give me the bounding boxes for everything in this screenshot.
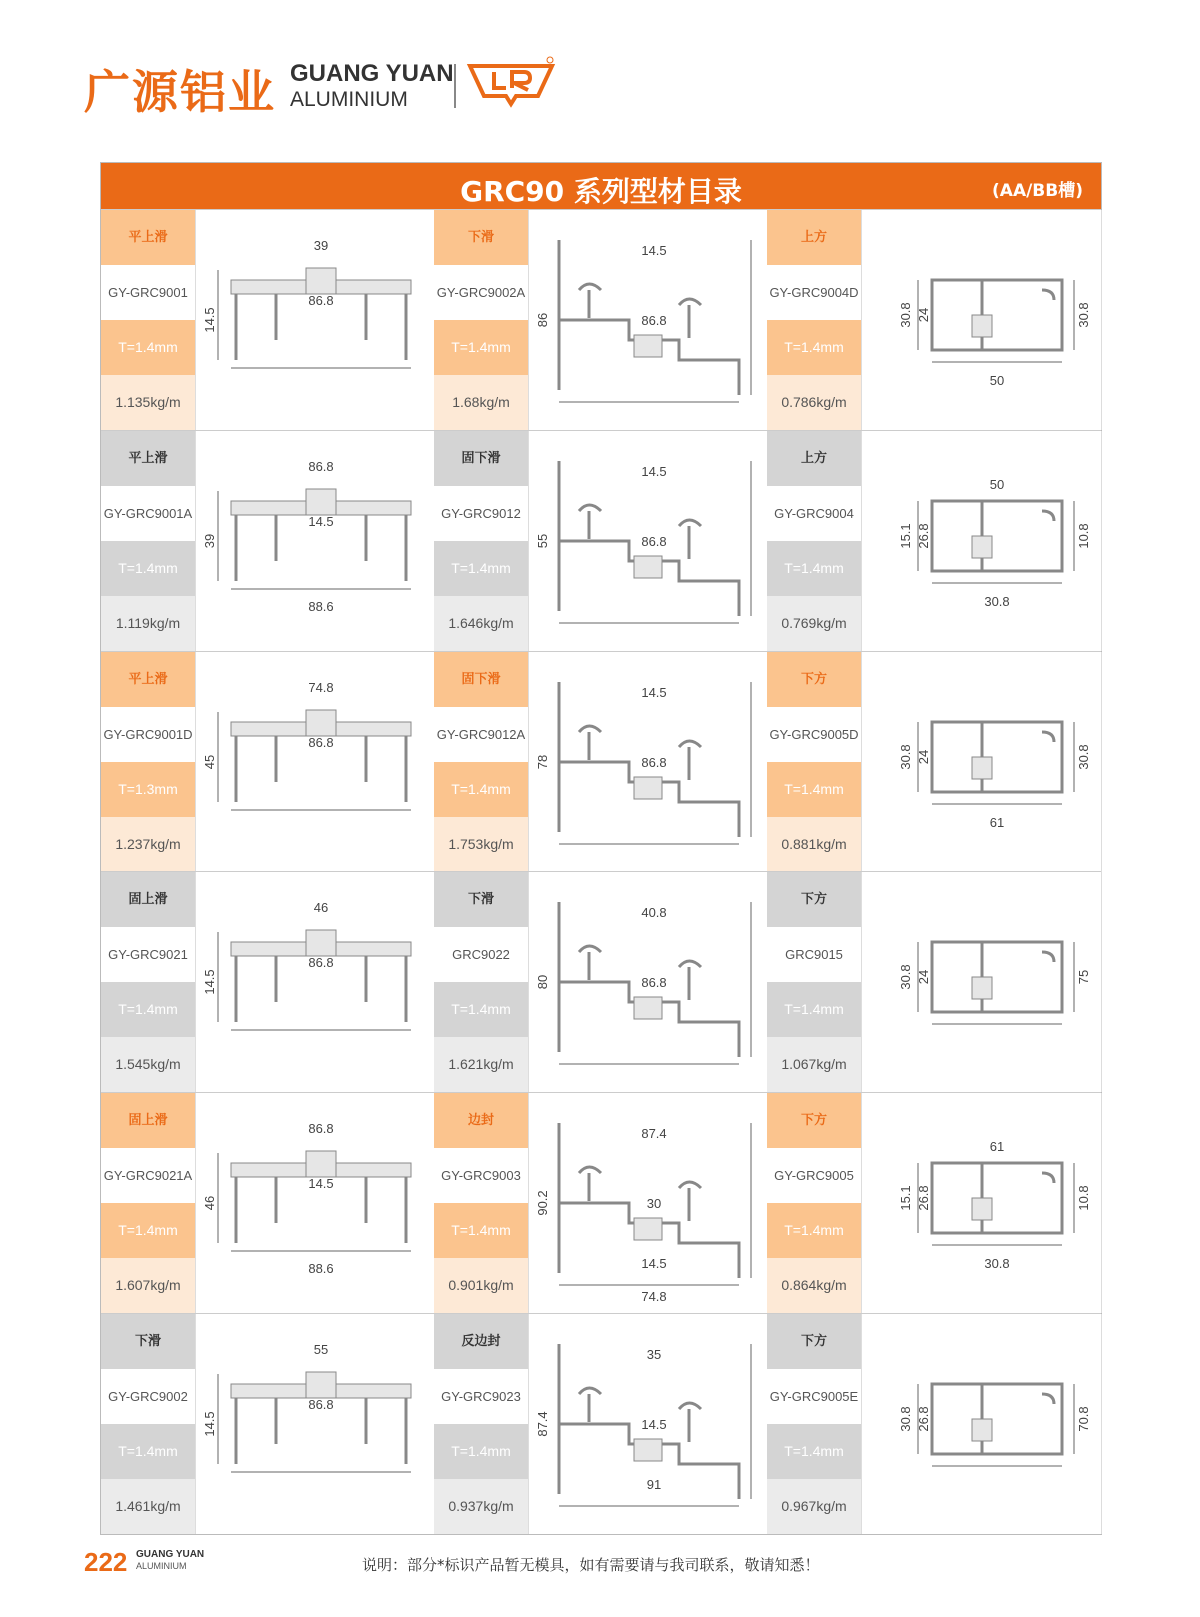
profile-info [434, 652, 528, 872]
profile-drawing [528, 652, 769, 872]
profile-name: 固上滑 [101, 872, 195, 927]
dimension-label: 55 [313, 1342, 329, 1357]
dimension-label: 24 [916, 970, 931, 985]
profile-thickness: T=1.4mm [434, 541, 528, 596]
profile-drawing [861, 210, 1102, 430]
dimension-label: 10.8 [1076, 1185, 1091, 1211]
dimension-label: 30.8 [1076, 743, 1091, 770]
brand-name-en-2: ALUMINIUM [290, 88, 408, 111]
dimension-label: 46 [202, 1195, 217, 1211]
profile-drawing [861, 1314, 1102, 1534]
profile-drawing [195, 210, 436, 430]
dimension-label: 61 [989, 814, 1005, 830]
profile-card [767, 1314, 1100, 1534]
dimension-label: 15.1 [898, 1185, 913, 1211]
profile-code: GY-GRC9005D [767, 707, 861, 762]
dimension-label: 55 [535, 533, 550, 549]
page-header [84, 50, 604, 120]
profile-info [434, 210, 528, 430]
profile-card [767, 1093, 1100, 1313]
profile-weight: 1.621kg/m [434, 1037, 528, 1092]
profile-drawing [195, 1314, 436, 1534]
profile-code: GY-GRC9023 [434, 1369, 528, 1424]
profile-card [434, 1314, 767, 1534]
dimension-label: 86.8 [641, 975, 667, 991]
profile-thickness: T=1.4mm [101, 1424, 195, 1479]
profile-name: 平上滑 [101, 431, 195, 486]
dimension-label: 14.5 [308, 1176, 334, 1192]
profile-name: 下方 [767, 872, 861, 927]
profile-info [101, 1093, 195, 1313]
profile-thickness: T=1.4mm [434, 320, 528, 375]
dimension-label: 45 [202, 754, 217, 769]
profile-drawing [528, 1314, 769, 1534]
profile-code: GY-GRC9005 [767, 1148, 861, 1203]
profile-weight: 1.119kg/m [101, 596, 195, 651]
profile-weight: 0.864kg/m [767, 1258, 861, 1313]
page-number: 222 [84, 1547, 128, 1577]
profile-name: 下滑 [434, 210, 528, 265]
dimension-label: 75 [1076, 970, 1091, 985]
profile-section-diagram [862, 431, 1101, 651]
profile-section-diagram [529, 1314, 768, 1534]
profile-card [434, 431, 767, 651]
profile-card [101, 872, 434, 1092]
profile-code: GY-GRC9012 [434, 486, 528, 541]
dimension-label: 86.8 [308, 955, 334, 971]
profile-drawing [528, 431, 769, 651]
profile-section-diagram [862, 210, 1101, 430]
profile-weight: 0.786kg/m [767, 375, 861, 430]
profile-name: 下滑 [101, 1314, 195, 1369]
profile-info [434, 431, 528, 651]
catalog-title-bar [101, 163, 1101, 209]
profile-card [767, 431, 1100, 651]
profile-info [101, 1314, 195, 1534]
dimension-label: 39 [313, 238, 329, 253]
dimension-label: 14.5 [308, 513, 334, 529]
profile-card [434, 872, 767, 1092]
profile-info [767, 652, 861, 872]
profile-info [101, 431, 195, 651]
profile-info [767, 431, 861, 651]
profile-weight: 1.135kg/m [101, 375, 195, 430]
profile-drawing [528, 210, 769, 430]
dimension-label: 15.1 [898, 523, 913, 549]
dimension-label: 86.8 [641, 313, 667, 328]
dimension-label: 86.8 [308, 1121, 334, 1137]
catalog-title: GRC90 系列型材目录 [460, 175, 742, 208]
profile-code: GY-GRC9005E [767, 1369, 861, 1424]
profile-section-diagram [862, 652, 1101, 872]
footer-brand-1: GUANG YUAN [136, 1549, 205, 1560]
dimension-label: 86 [535, 312, 550, 328]
profile-weight: 0.937kg/m [434, 1479, 528, 1534]
dimension-label: 39 [202, 533, 217, 549]
footer-brand-2: ALUMINIUM [136, 1561, 187, 1571]
dimension-label: 50 [989, 373, 1005, 388]
catalog-row [101, 1092, 1101, 1313]
dimension-label: 10.8 [1076, 523, 1091, 549]
profile-section-diagram [529, 431, 768, 651]
dimension-label: 90.2 [535, 1190, 550, 1216]
footer-note: 说明：部分*标识产品暂无模具，如有需要请与我司联系，敬请知悉！ [362, 1556, 820, 1574]
dimension-label: 87.4 [535, 1411, 550, 1437]
profile-weight: 0.769kg/m [767, 596, 861, 651]
profile-weight: 1.753kg/m [434, 817, 528, 872]
dimension-label: 86.8 [308, 458, 334, 474]
profile-section-diagram [529, 652, 768, 872]
profile-name: 边封 [434, 1093, 528, 1148]
dimension-label: 61 [989, 1139, 1005, 1155]
dimension-label: 35 [646, 1347, 662, 1362]
profile-section-diagram [529, 1093, 768, 1313]
profile-thickness: T=1.4mm [434, 1203, 528, 1258]
brand-name-cn: 广源铝业 [84, 65, 276, 119]
dimension-label: 30.8 [1076, 302, 1091, 328]
brand-logo-icon [466, 56, 556, 110]
catalog-row [101, 1313, 1101, 1534]
profile-card [767, 872, 1100, 1092]
profile-name: 固上滑 [101, 1093, 195, 1148]
dimension-label: 14.5 [641, 243, 667, 258]
profile-section-diagram [196, 652, 435, 872]
profile-code: GY-GRC9004D [767, 265, 861, 320]
dimension-label: 14.5 [641, 463, 667, 479]
profile-drawing [195, 1093, 436, 1313]
profile-info [767, 872, 861, 1092]
catalog-row [101, 651, 1101, 872]
dimension-label: 14.5 [641, 1256, 667, 1272]
profile-code: GY-GRC9021 [101, 927, 195, 982]
catalog-row [101, 871, 1101, 1092]
profile-info [434, 1314, 528, 1534]
profile-weight: 1.461kg/m [101, 1479, 195, 1534]
profile-name: 固下滑 [434, 431, 528, 486]
profile-name: 下滑 [434, 872, 528, 927]
dimension-label: 30.8 [898, 1406, 913, 1432]
profile-weight: 1.68kg/m [434, 375, 528, 430]
profile-weight: 1.545kg/m [101, 1037, 195, 1092]
dimension-label: 30.8 [898, 743, 913, 770]
dimension-label: 86.8 [641, 533, 667, 549]
profile-thickness: T=1.4mm [767, 1203, 861, 1258]
profile-name: 平上滑 [101, 210, 195, 265]
dimension-label: 14.5 [641, 1417, 667, 1432]
profile-code: GY-GRC9021A [101, 1148, 195, 1203]
profile-card [101, 1093, 434, 1313]
profile-drawing [528, 1093, 769, 1313]
profile-card [434, 1093, 767, 1313]
profile-thickness: T=1.4mm [101, 320, 195, 375]
profile-info [767, 1093, 861, 1313]
catalog-table [100, 162, 1102, 1535]
profile-section-diagram [529, 210, 768, 430]
profile-name: 反边封 [434, 1314, 528, 1369]
profile-drawing [195, 431, 436, 651]
profile-info [767, 1314, 861, 1534]
dimension-label: 26.8 [916, 523, 931, 549]
dimension-label: 14.5 [202, 969, 217, 996]
dimension-label: 40.8 [641, 905, 667, 921]
brand-name-en-1: GUANG YUAN [290, 60, 454, 87]
profile-code: GY-GRC9004 [767, 486, 861, 541]
profile-name: 下方 [767, 652, 861, 707]
profile-card [434, 210, 767, 430]
profile-thickness: T=1.4mm [767, 982, 861, 1037]
dimension-label: 14.5 [202, 307, 217, 333]
profile-code: GY-GRC9012A [434, 707, 528, 762]
profile-code: GY-GRC9002 [101, 1369, 195, 1424]
profile-section-diagram [196, 872, 435, 1092]
profile-drawing [861, 652, 1102, 872]
profile-section-diagram [862, 1314, 1101, 1534]
profile-name: 下方 [767, 1093, 861, 1148]
profile-section-diagram [862, 872, 1101, 1092]
profile-code: GY-GRC9002A [434, 265, 528, 320]
profile-drawing [861, 431, 1102, 651]
dimension-label: 30.8 [984, 593, 1010, 609]
profile-code: GRC9022 [434, 927, 528, 982]
profile-info [101, 210, 195, 430]
profile-card [434, 652, 767, 872]
dimension-label: 78 [535, 754, 550, 769]
catalog-subtitle: (AA/BB槽) [992, 181, 1083, 201]
dimension-label: 30.8 [898, 964, 913, 991]
profile-thickness: T=1.4mm [767, 541, 861, 596]
dimension-label: 86.8 [308, 293, 334, 308]
dimension-label: 26.8 [916, 1406, 931, 1432]
profile-code: GY-GRC9001D [101, 707, 195, 762]
profile-name: 上方 [767, 210, 861, 265]
profile-thickness: T=1.4mm [434, 1424, 528, 1479]
dimension-label: 14.5 [641, 684, 667, 700]
dimension-label: 30.8 [898, 302, 913, 328]
profile-drawing [861, 1093, 1102, 1313]
dimension-label: 87.4 [641, 1126, 667, 1142]
profile-weight: 1.237kg/m [101, 817, 195, 872]
profile-name: 上方 [767, 431, 861, 486]
profile-drawing [861, 872, 1102, 1092]
dimension-label: 88.6 [308, 598, 334, 614]
dimension-label: 30.8 [984, 1256, 1010, 1272]
profile-card [101, 1314, 434, 1534]
profile-thickness: T=1.4mm [434, 982, 528, 1037]
dimension-label: 74.8 [308, 679, 334, 695]
profile-section-diagram [529, 872, 768, 1092]
dimension-label: 26.8 [916, 1185, 931, 1211]
profile-name: 平上滑 [101, 652, 195, 707]
profile-weight: 1.607kg/m [101, 1258, 195, 1313]
profile-thickness: T=1.3mm [101, 762, 195, 817]
dimension-label: 86.8 [308, 1397, 334, 1412]
profile-code: GRC9015 [767, 927, 861, 982]
profile-thickness: T=1.4mm [101, 1203, 195, 1258]
profile-weight: 1.067kg/m [767, 1037, 861, 1092]
dimension-label: 74.8 [641, 1289, 667, 1305]
profile-drawing [195, 872, 436, 1092]
profile-code: GY-GRC9001A [101, 486, 195, 541]
dimension-label: 24 [916, 749, 931, 764]
profile-section-diagram [196, 210, 435, 430]
profile-info [767, 210, 861, 430]
profile-section-diagram [862, 1093, 1101, 1313]
profile-thickness: T=1.4mm [767, 1424, 861, 1479]
profile-drawing [195, 652, 436, 872]
dimension-label: 70.8 [1076, 1406, 1091, 1432]
profile-thickness: T=1.4mm [101, 982, 195, 1037]
dimension-label: 91 [646, 1477, 662, 1492]
profile-card [101, 652, 434, 872]
dimension-label: 50 [989, 476, 1005, 492]
header-divider [454, 64, 456, 108]
profile-weight: 0.901kg/m [434, 1258, 528, 1313]
profile-thickness: T=1.4mm [767, 320, 861, 375]
profile-info [101, 872, 195, 1092]
profile-code: GY-GRC9001 [101, 265, 195, 320]
dimension-label: 14.5 [202, 1411, 217, 1437]
dimension-label: 86.8 [308, 734, 334, 750]
profile-drawing [528, 872, 769, 1092]
profile-card [101, 210, 434, 430]
profile-thickness: T=1.4mm [101, 541, 195, 596]
dimension-label: 30 [646, 1196, 662, 1212]
profile-weight: 0.967kg/m [767, 1479, 861, 1534]
dimension-label: 86.8 [641, 754, 667, 770]
profile-info [101, 652, 195, 872]
profile-info [434, 1093, 528, 1313]
dimension-label: 80 [535, 975, 550, 990]
profile-thickness: T=1.4mm [434, 762, 528, 817]
profile-info [434, 872, 528, 1092]
profile-name: 固下滑 [434, 652, 528, 707]
dimension-label: 46 [313, 900, 329, 916]
dimension-label: 88.6 [308, 1261, 334, 1277]
profile-code: GY-GRC9003 [434, 1148, 528, 1203]
dimension-label: 24 [916, 307, 931, 323]
catalog-row [101, 209, 1101, 430]
profile-card [767, 210, 1100, 430]
catalog-row [101, 430, 1101, 651]
profile-card [101, 431, 434, 651]
profile-weight: 1.646kg/m [434, 596, 528, 651]
profile-name: 下方 [767, 1314, 861, 1369]
profile-weight: 0.881kg/m [767, 817, 861, 872]
profile-thickness: T=1.4mm [767, 762, 861, 817]
profile-section-diagram [196, 1314, 435, 1534]
profile-card [767, 652, 1100, 872]
profile-section-diagram [196, 431, 435, 651]
profile-section-diagram [196, 1093, 435, 1313]
